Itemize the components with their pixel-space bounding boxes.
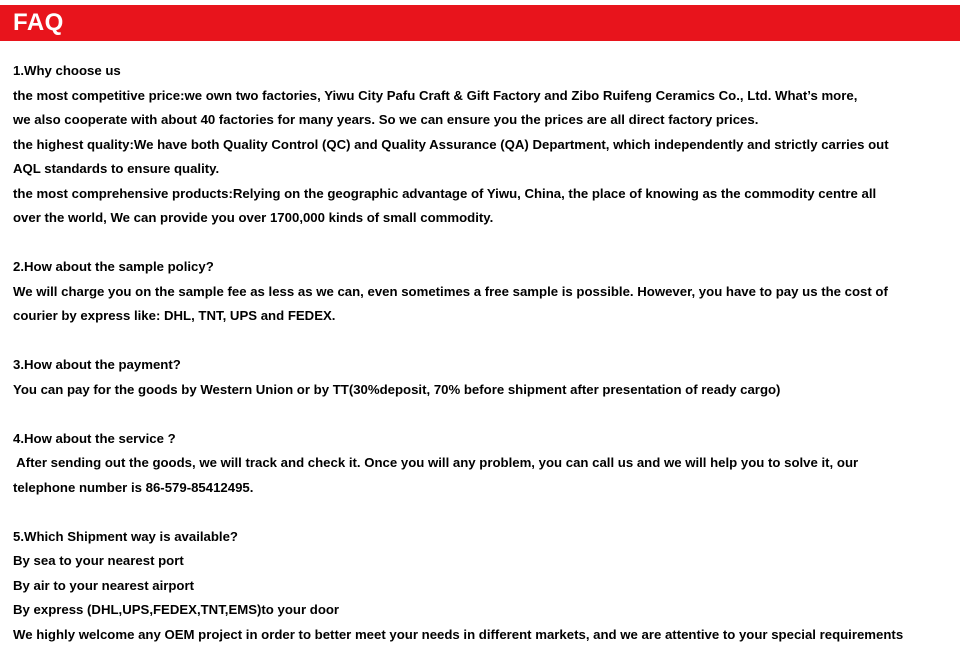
faq-answer-line: telephone number is 86-579-85412495. — [13, 479, 254, 495]
faq-question: 3.How about the payment? — [13, 357, 181, 372]
section-spacer — [13, 329, 960, 354]
faq-question: 1.Why choose us — [13, 63, 121, 78]
faq-answer-line: By express (DHL,UPS,FEDEX,TNT,EMS)to your door — [13, 602, 340, 617]
faq-answer-line: courier by express like: DHL, TNT, UPS and FEDEX. — [13, 308, 336, 323]
faq-question: 5.Which Shipment way is available? — [13, 528, 238, 544]
faq-answer-line: we also cooperate with about 40 factories for many years. So we can ensure you the prices are all direct factory prices. — [13, 112, 759, 127]
faq-answer-line: the most comprehensive products:Relying on the geographic advantage of Yiwu, China, the place of knowing as the commodity centre all — [13, 185, 877, 201]
faq-answer-line: You can pay for the goods by Western Union or by TT(30%deposit, 70% before shipment after presentation of ready cargo) — [13, 381, 781, 397]
faq-question: 2.How about the sample policy? — [13, 259, 214, 274]
faq-answer-line: By air to your nearest airport — [13, 577, 195, 593]
faq-header-banner — [0, 5, 960, 41]
faq-section-payment — [13, 353, 960, 402]
faq-answer-line: By sea to your nearest port — [13, 553, 184, 568]
faq-section-service — [13, 427, 960, 501]
faq-content — [13, 59, 960, 647]
faq-answer-line: We highly welcome any OEM project in order to better meet your needs in different markets, and we are attentive to your special requirements — [13, 626, 904, 642]
faq-question: 4.How about the service ? — [13, 430, 176, 446]
faq-answer-line: After sending out the goods, we will track and check it. Once you will any problem, you can call us and we will help you to solve it, our — [13, 455, 859, 470]
faq-answer-line: over the world, We can provide you over 1700,000 kinds of small commodity. — [13, 210, 494, 225]
faq-section-why-choose-us — [13, 59, 960, 231]
faq-answer-line: We will charge you on the sample fee as less as we can, even sometimes a free sample is possible. However, you have to pay us the cost of — [13, 283, 888, 299]
section-spacer — [13, 402, 960, 427]
faq-answer-line: AQL standards to ensure quality. — [13, 161, 220, 176]
faq-section-sample-policy — [13, 255, 960, 329]
section-spacer — [13, 231, 960, 256]
faq-answer-line: the highest quality:We have both Quality Control (QC) and Quality Assurance (QA) Department, which independently and strictly carries out — [13, 136, 889, 152]
section-spacer — [13, 500, 960, 525]
faq-answer-line: the most competitive price:we own two factories, Yiwu City Pafu Craft & Gift Factory and Zibo Ruifeng Ceramics Co., Ltd. What’s more, — [13, 87, 858, 103]
faq-section-shipment — [13, 525, 960, 648]
faq-title: FAQ — [13, 9, 64, 36]
